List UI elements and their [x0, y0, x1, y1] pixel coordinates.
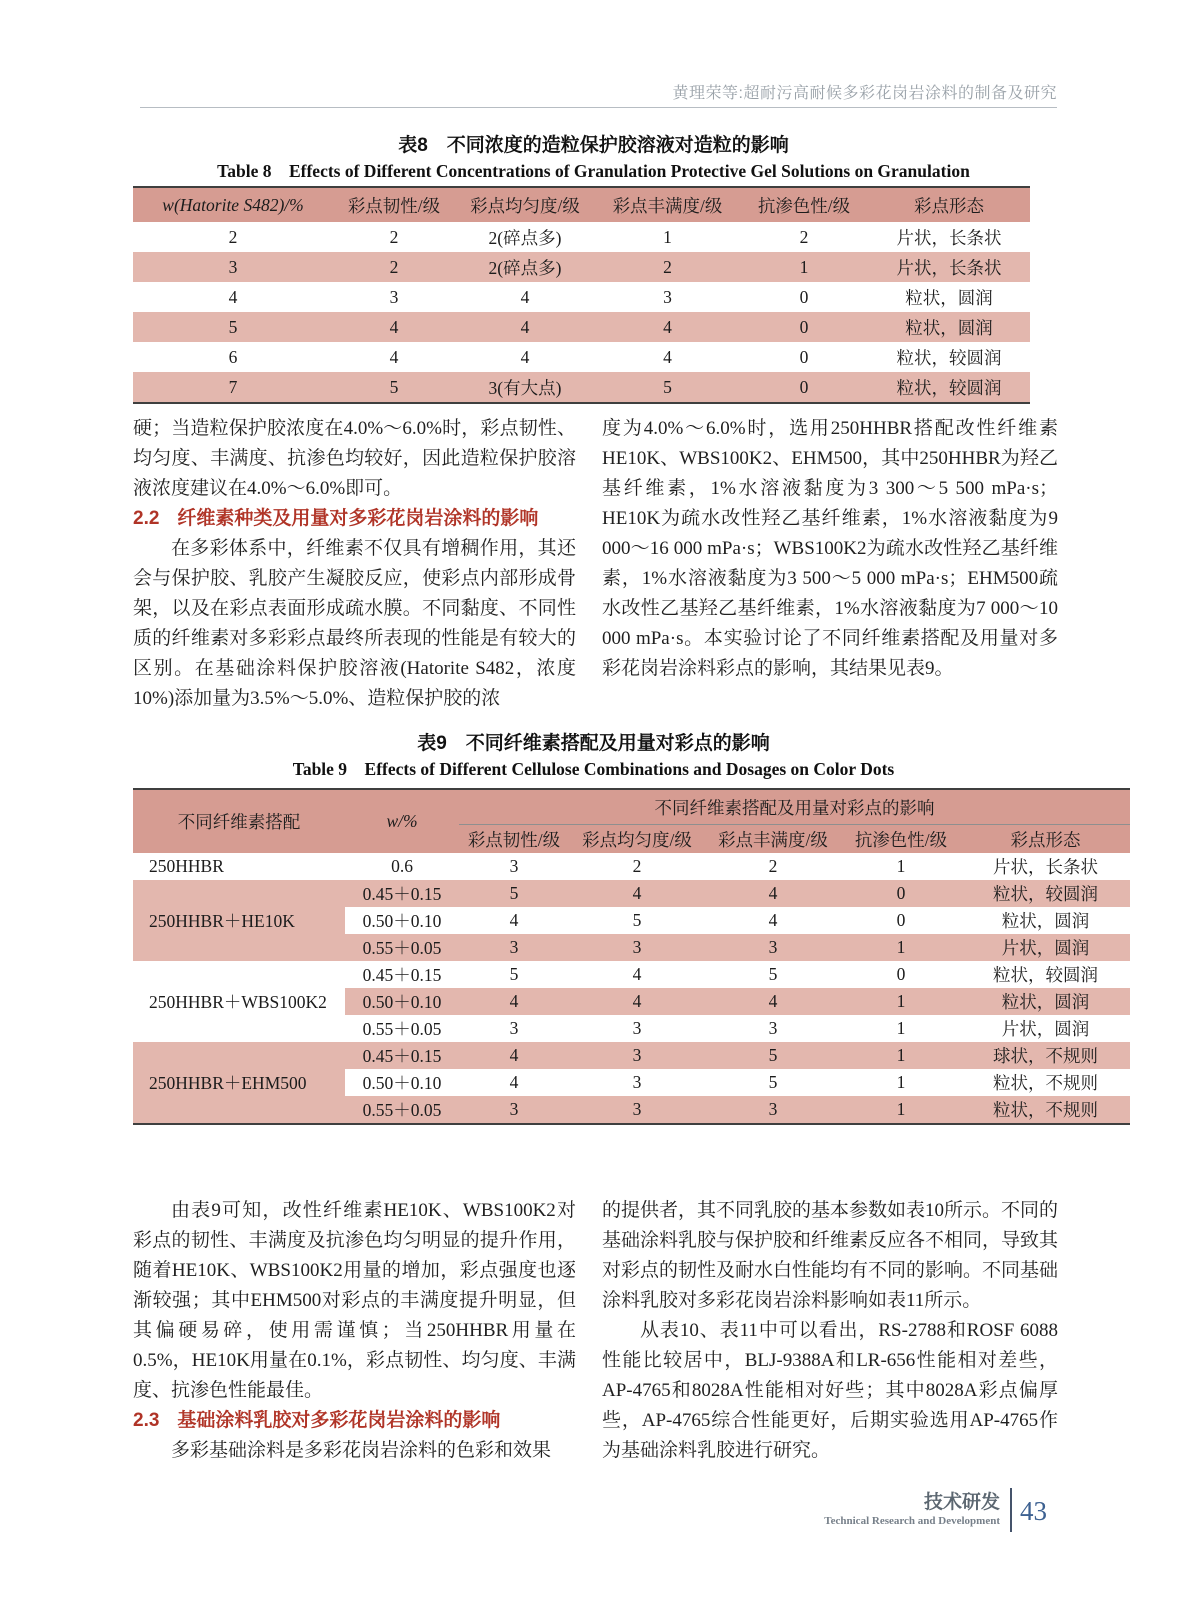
table-cell: 0 — [841, 880, 961, 907]
paragraph: 度为4.0%～6.0%时，选用250HHBR搭配改性纤维素HE10K、WBS100K2、EHM500，其中250HHBR为羟乙基纤维素，1%水溶液黏度为3 300～5 500 mPa·s；HE10K为疏水改性羟乙基纤维素，1%水溶液黏度为9 000～16 000 mPa·s；WBS100K2为疏水改性羟乙基纤维素，1%水溶液黏度为3 500～5 000 mPa·s；EHM500疏水改性乙基羟乙基纤维素，1%水溶液黏度为7 000～10 000 mPa·s。本实验讨论了不同纤维素搭配及用量对多彩花岗岩涂料彩点的影响，其结果见表9。 — [602, 418, 1058, 679]
footer-section-en: Technical Research and Development — [824, 1515, 1000, 1527]
table-cell: 4 — [389, 346, 399, 367]
text-column-bottom-left — [133, 1196, 576, 1466]
page-number: 43 — [1020, 1496, 1047, 1526]
paragraph: 由表9可知，改性纤维素HE10K、WBS100K2对彩点的韧性、丰满度及抗渗色均匀明显的提升作用，随着HE10K、WBS100K2用量的增加，彩点强度也逐渐较强；其中EHM500对彩点的丰满度提升明显，但其偏硬易碎，使用需谨慎；当250HHBR用量在0.5%，HE10K用量在0.1%，彩点韧性、均匀度、丰满度、抗渗色性能最佳。 — [133, 1200, 576, 1401]
table-cell: 4 — [768, 910, 778, 930]
table-cell: 3 — [632, 1072, 642, 1092]
table-cell: 3 — [459, 934, 569, 961]
paragraph: 硬；当造粒保护胶浓度在4.0%～6.0%时，彩点韧性、均匀度、丰满度、抗渗色均较好，因此造粒保护胶溶液浓度建议在4.0%～6.0%即可。 — [133, 418, 576, 499]
table-cell: 1 — [896, 1072, 906, 1092]
paragraph: 多彩基础涂料是多彩花岗岩涂料的色彩和效果 — [171, 1440, 552, 1461]
table-cell: 3 — [509, 1018, 519, 1038]
table-row — [133, 222, 1030, 252]
table-cell: 粒状，不规则 — [993, 1073, 1098, 1093]
table-row — [133, 342, 1030, 372]
table9 — [133, 788, 1130, 1125]
table-cell: 1 — [896, 1018, 906, 1038]
paragraph: 从表10、表11中可以看出，RS-2788和ROSF 6088性能比较居中，BLJ-9388A和LR-656性能相对差些，AP-4765和8028A性能相对好些；其中8028A彩点偏厚些，AP-4765综合性能更好，后期实验选用AP-4765作为基础涂料乳胶进行研究。 — [602, 1320, 1058, 1461]
table-cell: 3(有大点) — [455, 372, 595, 403]
table8 — [133, 186, 1030, 404]
table-cell: 粒状，较圆润 — [993, 965, 1098, 985]
column-header: 抗渗色性/级 — [841, 825, 961, 854]
page-footer — [824, 1488, 1047, 1532]
table-cell: 3 — [705, 934, 841, 961]
table-row — [133, 1042, 1130, 1069]
table-cell: 5 — [705, 1042, 841, 1069]
table-cell: 0.6 — [391, 856, 413, 876]
table-cell: 球状，不规则 — [961, 1042, 1130, 1069]
table-cell: 5 — [595, 372, 740, 403]
table8-caption-en: Table 8 Effects of Different Concentrations of Granulation Protective Gel Solutions on Granulation — [217, 161, 970, 181]
table-cell: 0.45＋0.15 — [362, 965, 442, 985]
table-cell: 4 — [455, 312, 595, 342]
table-cell: 1 — [663, 226, 672, 247]
section-heading-2-3 — [133, 1406, 576, 1436]
table-row — [133, 312, 1030, 342]
table-cell: 5 — [133, 312, 333, 342]
text-column-bottom-right — [602, 1196, 1058, 1466]
table-cell: 3 — [768, 1018, 778, 1038]
table-cell: 4 — [459, 1042, 569, 1069]
column-header: 不同纤维素搭配 — [133, 789, 345, 853]
table-cell: 2 — [768, 856, 778, 876]
table-cell: 5 — [768, 964, 778, 984]
table-cell: 4 — [569, 880, 705, 907]
table-cell: 4 — [632, 964, 642, 984]
table-cell: 0.55＋0.05 — [345, 1096, 459, 1124]
column-header: w(Hatorite S482)/% — [133, 187, 333, 222]
table-cell: 0.45＋0.15 — [345, 880, 459, 907]
column-header: w/% — [345, 789, 459, 853]
table-cell: 4 — [520, 286, 530, 307]
table-cell: 1 — [896, 856, 906, 876]
table8-caption-cn: 表8 不同浓度的造粒保护胶溶液对造粒的影响 — [398, 135, 789, 156]
table-cell: 2(碎点多) — [455, 252, 595, 282]
table-header-row — [133, 789, 1130, 825]
table-cell: 0 — [896, 964, 906, 984]
table-cell: 粒状，不规则 — [961, 1096, 1130, 1124]
table-cell: 5 — [333, 372, 455, 403]
group-label-cell: 250HHBR＋EHM500 — [133, 1042, 345, 1124]
section-title: 基础涂料乳胶对多彩花岗岩涂料的影响 — [177, 1410, 501, 1431]
table-cell: 4 — [569, 988, 705, 1015]
table-cell: 粒状，较圆润 — [868, 372, 1030, 403]
table-cell: 片状，长条状 — [896, 227, 1002, 248]
table-cell: 4 — [228, 286, 238, 307]
table-cell: 粒状，圆润 — [1001, 911, 1090, 931]
spanning-header: 不同纤维素搭配及用量对彩点的影响 — [459, 789, 1130, 825]
table-row — [133, 282, 1030, 312]
header-rule — [140, 107, 1057, 108]
table-cell: 0.50＋0.10 — [362, 911, 442, 931]
table-cell: 2 — [595, 252, 740, 282]
table-cell: 2 — [632, 856, 642, 876]
table-cell: 粒状，圆润 — [868, 312, 1030, 342]
running-title: 黄理荣等:超耐污高耐候多彩花岗岩涂料的制备及研究 — [672, 85, 1057, 102]
table-cell: 0.55＋0.05 — [345, 934, 459, 961]
table-cell: 2(碎点多) — [488, 227, 562, 248]
table-cell: 1 — [841, 1096, 961, 1124]
table-cell: 0 — [740, 312, 868, 342]
table-cell: 3 — [569, 934, 705, 961]
table-row — [133, 252, 1030, 282]
column-header: 彩点丰满度/级 — [595, 187, 740, 222]
table-cell: 5 — [509, 964, 519, 984]
table-cell: 3 — [509, 856, 519, 876]
column-header: 彩点丰满度/级 — [705, 825, 841, 854]
table-cell: 粒状，圆润 — [905, 287, 993, 308]
table-row — [133, 880, 1130, 907]
table-cell: 粒状，较圆润 — [896, 347, 1002, 368]
table-cell: 0.55＋0.05 — [362, 1019, 442, 1039]
table-cell: 4 — [509, 1072, 519, 1092]
table-cell: 4 — [705, 988, 841, 1015]
column-header: 彩点形态 — [961, 825, 1130, 854]
paragraph: 的提供者，其不同乳胶的基本参数如表10所示。不同的基础涂料乳胶与保护胶和纤维素反应各不相同，导致其对彩点的韧性及耐水白性能均有不同的影响。不同基础涂料乳胶对多彩花岗岩涂料影响如表11所示。 — [602, 1200, 1059, 1311]
table-cell: 6 — [228, 346, 238, 367]
footer-section-cn: 技术研发 — [923, 1492, 1000, 1513]
table-cell: 0 — [896, 910, 906, 930]
table-cell: 4 — [663, 346, 672, 367]
table-cell: 1 — [841, 1042, 961, 1069]
table-cell: 片状，长条状 — [868, 252, 1030, 282]
column-header: 彩点韧性/级 — [333, 187, 455, 222]
table-row — [133, 853, 1130, 880]
table-cell: 5 — [768, 1072, 778, 1092]
group-label-cell: 250HHBR＋HE10K — [133, 880, 345, 961]
table-cell: 0.45＋0.15 — [345, 1042, 459, 1069]
column-header: 彩点韧性/级 — [459, 825, 569, 854]
table-cell: 2 — [333, 252, 455, 282]
table-cell: 5 — [459, 880, 569, 907]
table9-caption-en: Table 9 Effects of Different Cellulose Combinations and Dosages on Color Dots — [292, 759, 895, 779]
table-cell: 0.50＋0.10 — [345, 988, 459, 1015]
table-cell: 0.50＋0.10 — [362, 1073, 442, 1093]
table-cell: 片状，长条状 — [993, 857, 1098, 877]
table-cell: 4 — [333, 312, 455, 342]
text-column-top-right — [602, 414, 1058, 684]
table-cell: 2 — [389, 226, 399, 247]
table-cell: 5 — [632, 910, 642, 930]
table-cell: 1 — [740, 252, 868, 282]
paragraph: 在多彩体系中，纤维素不仅具有增稠作用，其还会与保护胶、乳胶产生凝胶反应，使彩点内部形成骨架，以及在彩点表面形成疏水膜。不同黏度、不同性质的纤维素对多彩彩点最终所表现的性能是有较大的区别。在基础涂料保护胶溶液(Hatorite S482，浓度10%)添加量为3.5%～5.0%、造粒保护胶的浓 — [133, 538, 576, 709]
table-cell: 0 — [740, 372, 868, 403]
table-cell: 3 — [459, 1096, 569, 1124]
table-cell: 1 — [841, 988, 961, 1015]
table-cell: 3 — [133, 252, 333, 282]
section-title: 纤维素种类及用量对多彩花岗岩涂料的影响 — [177, 508, 539, 529]
table9-caption-cn: 表9 不同纤维素搭配及用量对彩点的影响 — [417, 733, 770, 754]
table-cell: 3 — [569, 1042, 705, 1069]
table-cell: 4 — [595, 312, 740, 342]
table-cell: 0 — [799, 346, 809, 367]
table-cell: 粒状，较圆润 — [961, 880, 1130, 907]
table-header-row — [133, 187, 1030, 222]
column-header: 彩点均匀度/级 — [569, 825, 705, 854]
table-cell: 1 — [841, 934, 961, 961]
section-heading-2-2 — [133, 504, 576, 534]
column-header: 彩点均匀度/级 — [455, 187, 595, 222]
running-header — [673, 80, 1057, 103]
table-cell: 4 — [459, 988, 569, 1015]
table-cell: 3 — [705, 1096, 841, 1124]
table-row — [133, 961, 1130, 988]
table-row — [133, 372, 1030, 403]
table-cell: 3 — [632, 1018, 642, 1038]
table-cell: 2 — [228, 226, 238, 247]
section-number: 2.2 — [133, 508, 160, 529]
table-cell: 0 — [799, 286, 809, 307]
table-cell: 2 — [799, 226, 809, 247]
table-cell: 3 — [389, 286, 399, 307]
table-cell: 3 — [569, 1096, 705, 1124]
group-label-cell: 250HHBR＋WBS100K2 — [133, 961, 345, 1042]
table-cell: 7 — [133, 372, 333, 403]
column-header: 彩点形态 — [868, 187, 1030, 222]
table-cell: 4 — [705, 880, 841, 907]
section-number: 2.3 — [133, 1410, 160, 1431]
table-cell: 3 — [663, 286, 672, 307]
table-cell: 片状，圆润 — [1001, 1019, 1090, 1039]
table-cell: 粒状，圆润 — [961, 988, 1130, 1015]
footer-section-labels — [824, 1492, 1000, 1528]
group-label-cell: 250HHBR — [133, 853, 345, 880]
text-column-top-left — [133, 414, 576, 714]
table-cell: 片状，圆润 — [961, 934, 1130, 961]
column-header: 抗渗色性/级 — [740, 187, 868, 222]
footer-divider — [1010, 1488, 1012, 1532]
table-cell: 4 — [520, 346, 530, 367]
table-cell: 4 — [509, 910, 519, 930]
